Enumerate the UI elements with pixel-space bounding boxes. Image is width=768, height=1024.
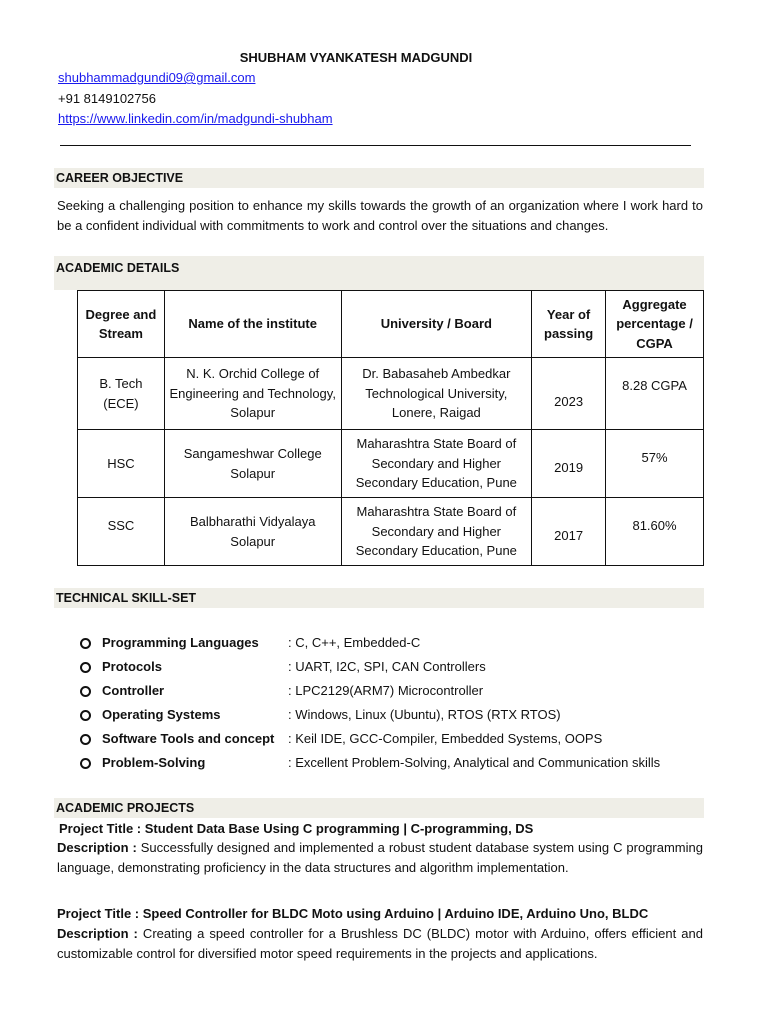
skill-name: Controller xyxy=(102,683,165,698)
cell-degree: HSC xyxy=(78,430,165,498)
description-text: Successfully designed and implemented a robust student database system using C programming language, demonstrating proficiency in the data structures and algorithm implementation. xyxy=(57,840,703,875)
table-row xyxy=(78,430,704,498)
list-item xyxy=(80,703,710,727)
skill-value: : Keil IDE, GCC-Compiler, Embedded Systems, OOPS xyxy=(288,731,603,746)
list-item xyxy=(80,751,710,775)
skill-name: Problem-Solving xyxy=(102,755,206,770)
cell-degree: SSC xyxy=(78,498,165,566)
candidate-name: SHUBHAM VYANKATESH MADGUNDI xyxy=(239,50,473,65)
linkedin-link[interactable]: https://www.linkedin.com/in/madgundi-shubham xyxy=(58,111,333,126)
project-title: Project Title : Speed Controller for BLDC Moto using Arduino | Arduino IDE, Arduino Uno, BLDC xyxy=(57,906,649,921)
description-label: Description : xyxy=(57,840,137,855)
academic-details-heading: ACADEMIC DETAILS xyxy=(54,256,704,290)
table-row xyxy=(78,498,704,566)
circle-bullet-icon xyxy=(80,758,91,769)
cell-institute: Sangameshwar College Solapur xyxy=(164,430,341,498)
skill-value: : Excellent Problem-Solving, Analytical and Communication skills xyxy=(288,755,661,770)
table-row xyxy=(78,358,704,430)
circle-bullet-icon xyxy=(80,734,91,745)
career-objective-heading: CAREER OBJECTIVE xyxy=(54,168,704,188)
cell-year: 2023 xyxy=(532,358,606,430)
cell-institute: Balbharathi Vidyalaya Solapur xyxy=(164,498,341,566)
skill-value: : Windows, Linux (Ubuntu), RTOS (RTX RTOS) xyxy=(288,707,561,722)
technical-skills-heading: TECHNICAL SKILL-SET xyxy=(54,588,704,608)
list-item xyxy=(80,631,710,655)
cell-university: Maharashtra State Board of Secondary and Higher Secondary Education, Pune xyxy=(341,498,532,566)
circle-bullet-icon xyxy=(80,686,91,697)
col-aggregate: Aggregate percentage / CGPA xyxy=(606,291,704,358)
col-institute: Name of the institute xyxy=(164,291,341,358)
skill-name: Protocols xyxy=(102,659,162,674)
cell-aggregate: 81.60% xyxy=(606,498,704,566)
circle-bullet-icon xyxy=(80,710,91,721)
phone-number: +91 8149102756 xyxy=(58,91,156,106)
list-item xyxy=(80,679,710,703)
description-text: Creating a speed controller for a Brushless DC (BLDC) motor with Arduino, offers efficient and customizable control for diversified motor speed requirements in the projects and applications. xyxy=(57,926,703,961)
col-university: University / Board xyxy=(341,291,532,358)
skill-name: Programming Languages xyxy=(102,635,259,650)
cell-university: Maharashtra State Board of Secondary and Higher Secondary Education, Pune xyxy=(341,430,532,498)
email-link[interactable]: shubhammadgundi09@gmail.com xyxy=(58,70,256,85)
list-item xyxy=(80,655,710,679)
cell-year: 2019 xyxy=(532,430,606,498)
description-label: Description : xyxy=(57,926,138,941)
col-year: Year of passing xyxy=(532,291,606,358)
cell-aggregate: 57% xyxy=(606,430,704,498)
skill-name: Operating Systems xyxy=(102,707,221,722)
project-description xyxy=(57,838,703,877)
circle-bullet-icon xyxy=(80,638,91,649)
circle-bullet-icon xyxy=(80,662,91,673)
table-header-row xyxy=(78,291,704,358)
cell-degree: B. Tech (ECE) xyxy=(78,358,165,430)
skill-value: : LPC2129(ARM7) Microcontroller xyxy=(288,683,484,698)
project-description xyxy=(57,924,703,963)
cell-aggregate: 8.28 CGPA xyxy=(606,358,704,430)
skill-name: Software Tools and concept xyxy=(102,731,275,746)
list-item xyxy=(80,727,710,751)
skill-value: : UART, I2C, SPI, CAN Controllers xyxy=(288,659,486,674)
cell-university: Dr. Babasaheb Ambedkar Technological University, Lonere, Raigad xyxy=(341,358,532,430)
academic-projects-heading: ACADEMIC PROJECTS xyxy=(54,798,704,818)
col-degree: Degree and Stream xyxy=(78,291,165,358)
cell-year: 2017 xyxy=(532,498,606,566)
project-title: Project Title : Student Data Base Using C programming | C-programming, DS xyxy=(59,821,534,836)
cell-institute: N. K. Orchid College of Engineering and Technology, Solapur xyxy=(164,358,341,430)
skills-list xyxy=(80,631,710,775)
header-divider xyxy=(60,145,691,146)
career-objective-text: Seeking a challenging position to enhance my skills towards the growth of an organization where I work hard to be a confident individual with commitments to work and control over the situations and changes. xyxy=(57,198,703,233)
academic-table xyxy=(77,290,704,566)
skill-value: : C, C++, Embedded-C xyxy=(288,635,421,650)
